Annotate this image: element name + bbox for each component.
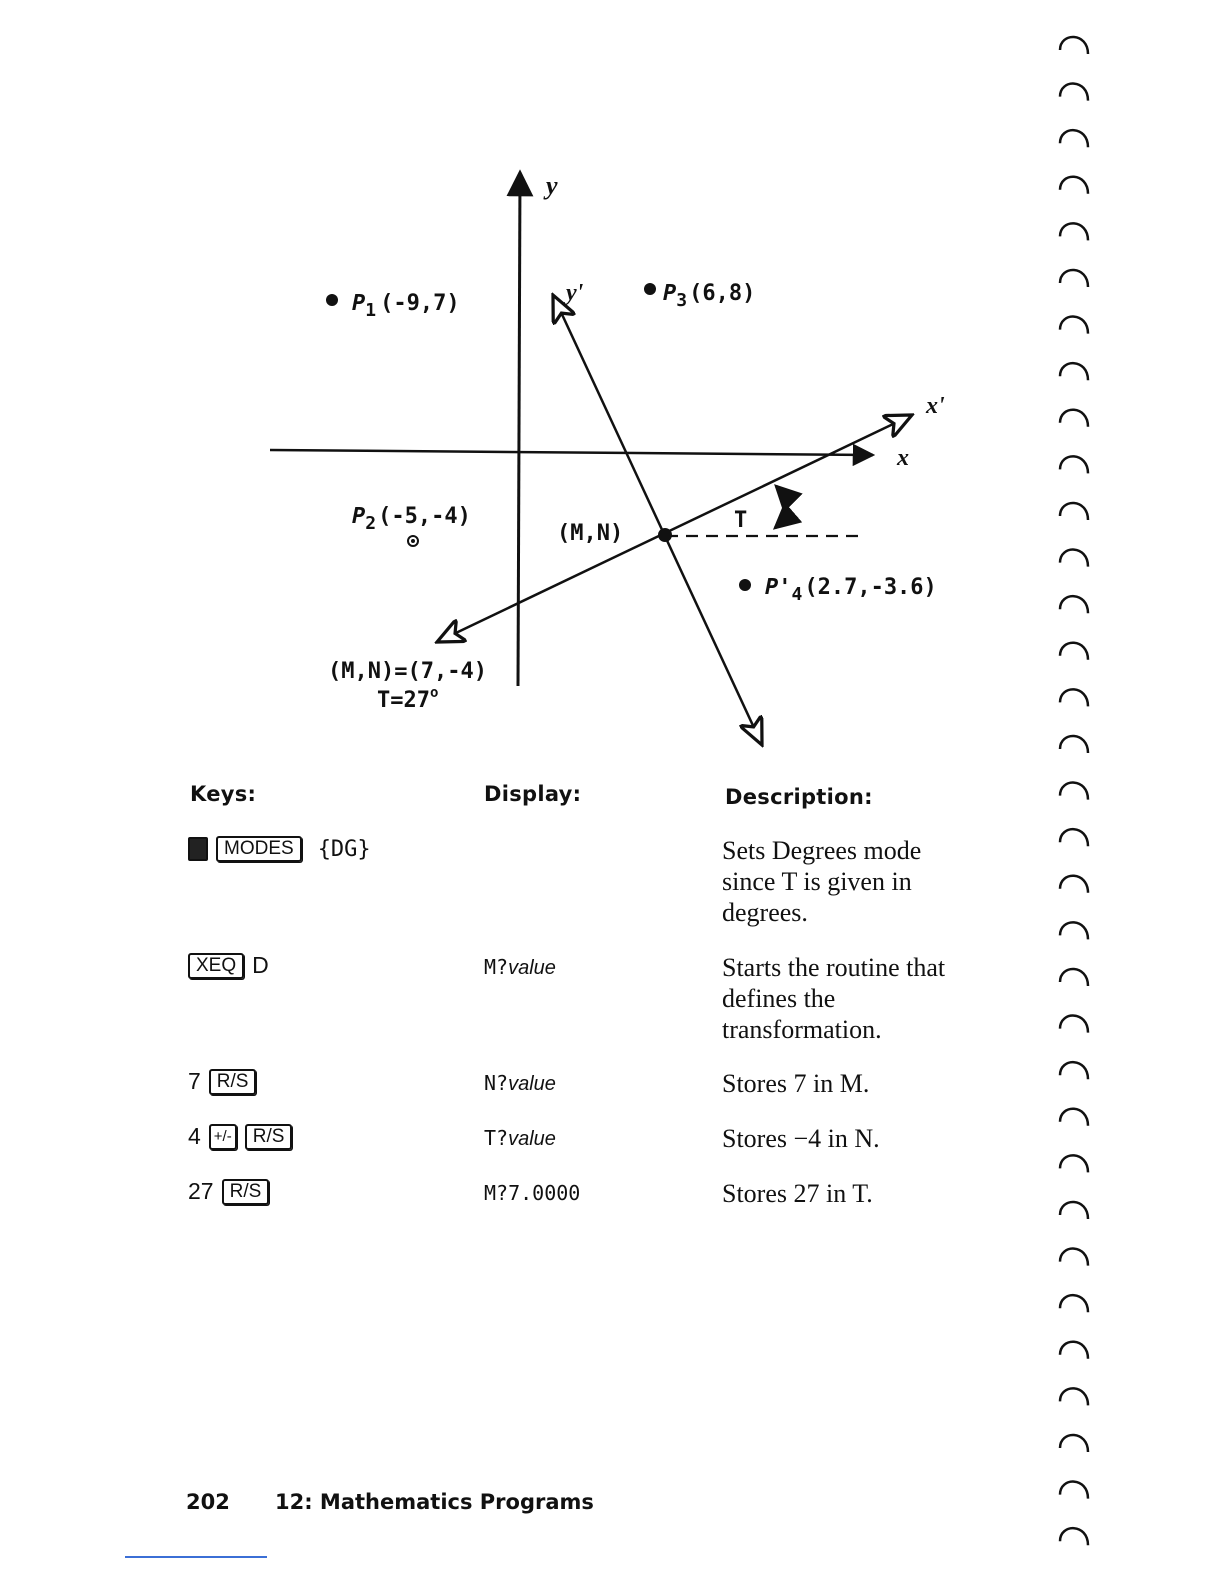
row-3-display-prefix: N? xyxy=(484,1071,509,1095)
binding-ring xyxy=(1060,1249,1088,1266)
row-2-display-prefix: M? xyxy=(484,955,509,979)
p1-dot xyxy=(326,294,338,306)
row-3-display xyxy=(484,1071,556,1096)
binding-ring xyxy=(1060,1528,1088,1545)
binding-ring xyxy=(1060,922,1088,939)
row-4-display-prefix: T? xyxy=(484,1126,509,1150)
p1-label xyxy=(352,291,460,321)
binding-ring xyxy=(1060,130,1088,147)
p4-letter: P' xyxy=(765,575,792,600)
xeq-key: XEQ xyxy=(188,953,244,979)
binding-ring xyxy=(1060,37,1088,54)
binding-ring xyxy=(1060,84,1088,101)
page-number: 202 xyxy=(186,1490,230,1514)
binding-ring xyxy=(1060,1388,1088,1405)
p2-dot-center xyxy=(411,539,415,543)
row-4-keys xyxy=(188,1123,292,1150)
row-3-prefix: 7 xyxy=(188,1068,201,1094)
y-axis-label: y xyxy=(546,171,558,200)
binding-ring xyxy=(1060,1342,1088,1359)
rs-key: R/S xyxy=(209,1069,257,1095)
p2-coords: (-5,-4) xyxy=(378,504,471,529)
binding-ring xyxy=(1060,689,1088,706)
binding-ring xyxy=(1060,876,1088,893)
binding-ring xyxy=(1060,317,1088,334)
p2-label xyxy=(352,504,471,534)
p3-coords: (6,8) xyxy=(689,281,756,306)
shift-key xyxy=(188,837,208,861)
row-2-suffix: D xyxy=(252,952,269,978)
note-line-1: (M,N)=(7,-4) xyxy=(328,659,487,684)
binding-ring xyxy=(1060,1016,1088,1033)
binding-ring xyxy=(1060,1202,1088,1219)
p1-letter: P xyxy=(352,291,366,316)
binding-ring xyxy=(1060,643,1088,660)
binding-ring xyxy=(1060,1109,1088,1126)
binding-ring xyxy=(1060,596,1088,613)
binding-ring xyxy=(1060,503,1088,520)
binding-ring xyxy=(1060,736,1088,753)
rs-key-3: R/S xyxy=(222,1179,270,1205)
row-2-keys xyxy=(188,952,269,979)
x-axis-label: x xyxy=(897,445,909,471)
row-4-prefix: 4 xyxy=(188,1123,201,1149)
row-4-display-value: value xyxy=(508,1128,556,1150)
y-prime-axis xyxy=(553,295,762,745)
binding-ring xyxy=(1060,969,1088,986)
description-header: Description: xyxy=(725,785,873,809)
binding-ring xyxy=(1060,223,1088,240)
binding-ring xyxy=(1060,1482,1088,1499)
binding-ring xyxy=(1060,177,1088,194)
change-sign-key: +/- xyxy=(209,1124,237,1150)
p4-dot xyxy=(739,579,751,591)
p4-coords: (2.7,-3.6) xyxy=(804,575,937,600)
binding-ring xyxy=(1060,550,1088,567)
row-3-keys xyxy=(188,1068,256,1095)
binding-rings xyxy=(1050,22,1100,1562)
modes-key: MODES xyxy=(216,836,302,862)
origin-point xyxy=(658,528,672,542)
angle-label: T xyxy=(734,508,748,533)
row-2-description: Starts the routine that defines the transformation. xyxy=(722,953,946,1044)
row-3-description: Stores 7 in M. xyxy=(722,1069,870,1098)
binding-ring xyxy=(1060,1295,1088,1312)
binding-ring xyxy=(1060,270,1088,287)
row-4-description: Stores −4 in N. xyxy=(722,1124,880,1153)
y-prime-label: y' xyxy=(566,280,584,306)
binding-ring xyxy=(1060,1062,1088,1079)
p2-letter: P xyxy=(352,504,366,529)
binding-ring xyxy=(1060,1435,1088,1452)
note-line-2-text: T=27 xyxy=(377,688,430,713)
row-5-display xyxy=(484,1181,580,1206)
coordinate-transformation-diagram xyxy=(0,0,1224,770)
row-1-keys xyxy=(188,836,371,862)
dg-softkey: {DG} xyxy=(317,836,371,862)
display-header: Display: xyxy=(484,782,582,806)
p3-dot xyxy=(644,283,656,295)
footer-rule xyxy=(125,1556,267,1558)
p1-sub: 1 xyxy=(365,300,377,321)
note-line-2 xyxy=(377,685,438,713)
binding-ring xyxy=(1060,829,1088,846)
note-degree: o xyxy=(429,685,439,701)
y-axis xyxy=(518,172,520,686)
binding-ring xyxy=(1060,456,1088,473)
binding-ring xyxy=(1060,363,1088,380)
p3-letter: P xyxy=(663,281,677,306)
x-axis xyxy=(270,450,873,455)
row-3-display-value: value xyxy=(508,1073,556,1095)
p3-label xyxy=(663,281,755,311)
p3-sub: 3 xyxy=(676,290,688,311)
rs-key-2: R/S xyxy=(245,1124,293,1150)
binding-ring xyxy=(1060,410,1088,427)
row-5-description: Stores 27 in T. xyxy=(722,1179,873,1208)
row-2-display-value: value xyxy=(508,957,556,979)
angle-arc xyxy=(775,486,786,528)
p2-sub: 2 xyxy=(365,513,377,534)
chapter-title: 12: Mathematics Programs xyxy=(275,1490,594,1514)
row-5-prefix: 27 xyxy=(188,1178,214,1204)
keys-header: Keys: xyxy=(190,782,257,806)
p4-label xyxy=(765,575,937,605)
binding-ring xyxy=(1060,1155,1088,1172)
row-2-display xyxy=(484,955,556,980)
row-4-display xyxy=(484,1126,556,1151)
row-1-description: Sets Degrees mode since T is given in degrees. xyxy=(722,836,922,927)
x-prime-axis xyxy=(437,415,912,642)
p1-coords: (-9,7) xyxy=(380,291,460,316)
x-prime-label: x' xyxy=(926,393,945,419)
row-5-display-prefix: M?7.0000 xyxy=(484,1181,581,1205)
row-5-keys xyxy=(188,1178,269,1205)
binding-ring xyxy=(1060,783,1088,800)
origin-label: (M,N) xyxy=(557,521,624,546)
p4-sub: 4 xyxy=(791,584,803,605)
